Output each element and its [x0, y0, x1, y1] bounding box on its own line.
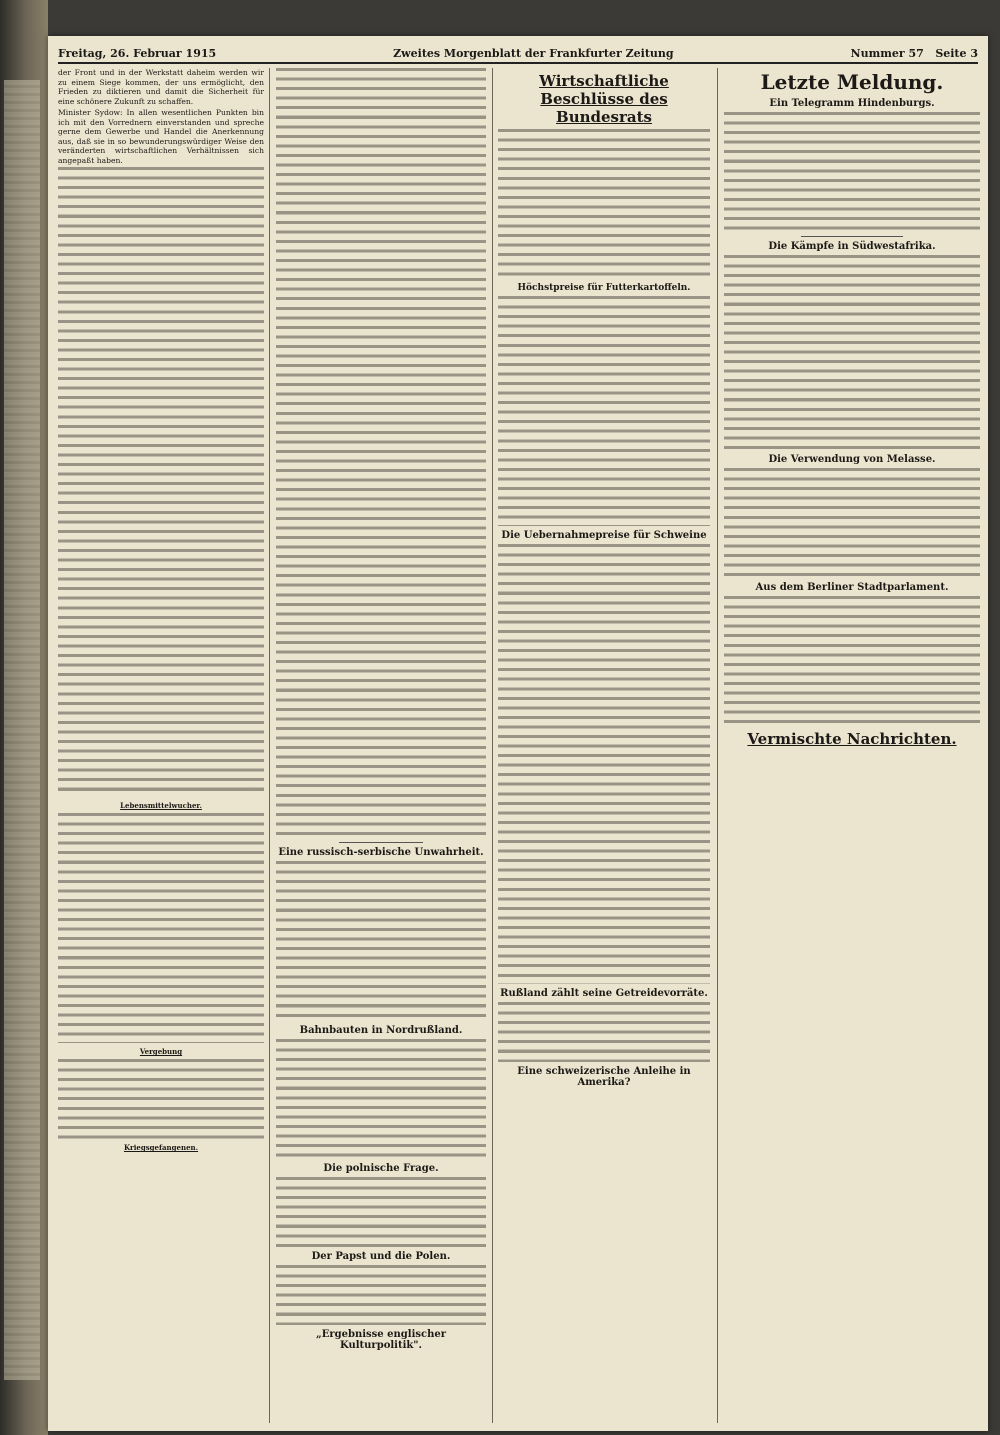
headline: Eine schweizerische Anleihe in Amerika? [517, 1066, 691, 1088]
headline: Letzte Meldung. [760, 70, 944, 94]
column-3 [498, 68, 710, 1423]
article-paragraph: Minister Sydow: In allen wesentlichen Punkten bin ich mit den Vorrednern einverstanden und spreche gerne dem Gewerbe und Handel die Anerkennung aus, daß sie in so bewunderungswürdiger Weise den veränderten wirtschaftlichen Verhältnissen sich angepaßt haben. [58, 108, 264, 165]
divider [801, 236, 903, 237]
article-text-block [724, 596, 980, 726]
column-1 [58, 68, 264, 1423]
article-text-block [276, 1265, 486, 1325]
column-rule [717, 68, 718, 1423]
column-rule [492, 68, 493, 1423]
article-text-block [498, 544, 710, 984]
newspaper-page [48, 36, 988, 1431]
divider [339, 842, 423, 843]
article-text-block [276, 68, 486, 838]
headline: Die Kämpfe in Südwestafrika. [768, 241, 936, 252]
article-text-block [58, 813, 264, 1043]
section-heading: Kriegsgefangenen. [123, 1143, 199, 1153]
article-text-block [276, 861, 486, 1021]
issue-date: Freitag, 26. Februar 1915 [58, 46, 217, 60]
issue-number-page [851, 47, 978, 60]
article-text-block [498, 296, 710, 526]
headline: Aus dem Berliner Stadtparlament. [755, 582, 949, 593]
masthead-rule [58, 62, 978, 64]
column-rule [269, 68, 270, 1423]
issue-number: Nummer 57 [850, 46, 924, 60]
article-text-block [724, 255, 980, 450]
headline: Die Uebernahmepreise für Schweine [501, 530, 707, 541]
headline: Bahnbauten in Nordrußland. [299, 1025, 463, 1036]
subheadline: Ein Telegramm Hindenburgs. [769, 98, 935, 109]
article-text-block [724, 468, 980, 578]
article-text-block [724, 112, 980, 232]
headline: Die Verwendung von Melasse. [768, 454, 936, 465]
article-paragraph: der Front und in der Werkstatt daheim werden wir zu einem Siege kommen, der uns ermöglicht, den Frieden zu diktieren und damit die Sicherheit für eine schönere Zukunft zu schaffen. [58, 68, 264, 106]
book-spine-edge [0, 0, 48, 1435]
column-4 [724, 68, 980, 1423]
headline: Vermischte Nachrichten. [747, 730, 957, 748]
article-text-block [498, 129, 710, 279]
article-text-block [276, 1039, 486, 1159]
headline: Rußland zählt seine Getreidevorräte. [500, 988, 708, 999]
article-text-block [498, 1002, 710, 1062]
paper-title: Zweites Morgenblatt der Frankfurter Zeitung [393, 46, 674, 60]
article-text-block [276, 1177, 486, 1247]
masthead [58, 44, 978, 62]
headline: Der Papst und die Polen. [311, 1251, 451, 1262]
headline: Die polnische Frage. [323, 1163, 439, 1174]
page-number: Seite 3 [935, 46, 978, 60]
headline: Wirtschaftliche Beschlüsse des Bundesrats [539, 72, 669, 126]
section-heading: Vergebung [139, 1047, 183, 1057]
section-heading: Lebensmittelwucher. [120, 801, 202, 811]
headline: Höchstpreise für Futterkartoffeln. [517, 283, 691, 293]
column-2 [276, 68, 486, 1423]
article-text-block [58, 167, 264, 797]
headline: „Ergebnisse englischer Kulturpolitik". [315, 1329, 446, 1351]
headline: Eine russisch-serbische Unwahrheit. [278, 847, 484, 858]
article-text-block [58, 1059, 264, 1139]
